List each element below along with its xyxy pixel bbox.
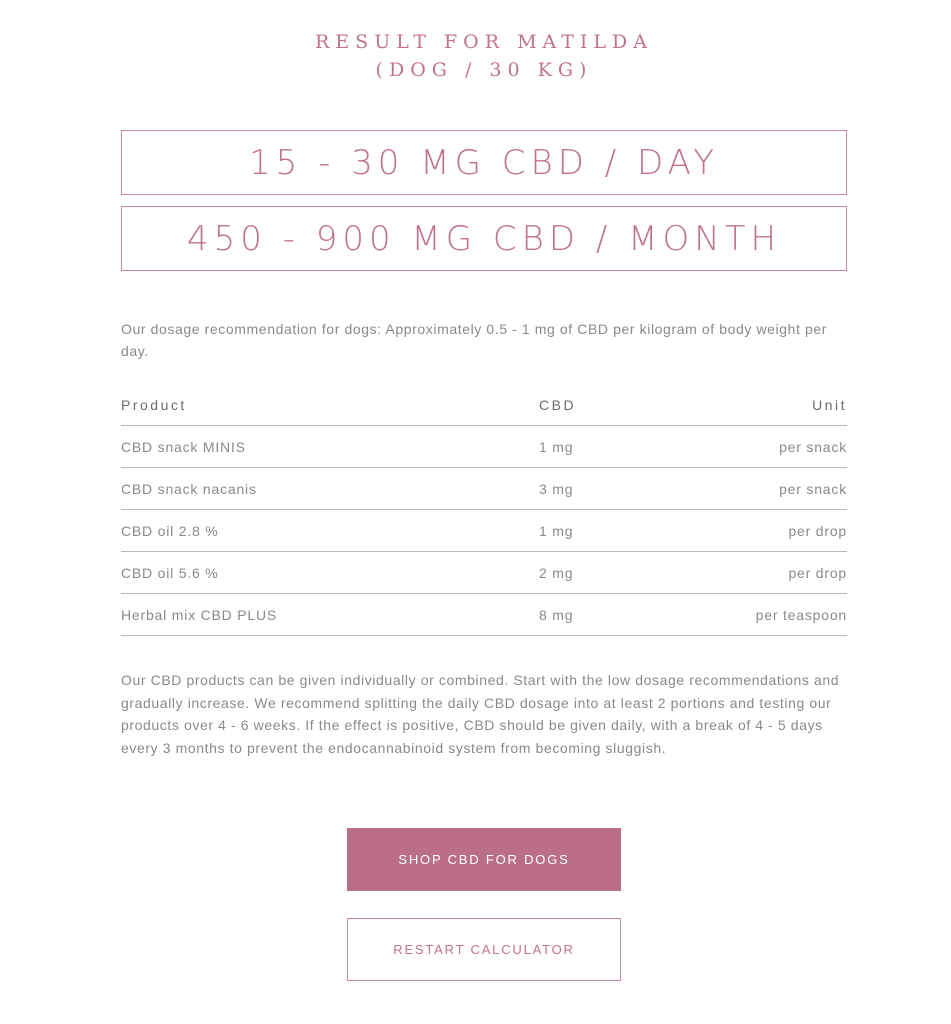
product-name: CBD oil 5.6 % [121,552,501,594]
result-title [121,28,847,84]
table-header-row [121,384,847,426]
usage-instructions-text: Our CBD products can be given individually or combined. Start with the low dosage recommendations and gradually increase. We recommend splitting the daily CBD dosage into at least 2 portions and testing our products over 4 - 6 weeks. If the effect is positive, CBD should be given daily, with a break of 4 - 5 days every 3 months to prevent the endocannabinoid system from becoming sluggish. [121,672,840,756]
product-cbd: 3 mg [501,468,689,510]
dosage-recommendation-text: Our dosage recommendation for dogs: Approximately 0.5 - 1 mg of CBD per kilogram of body weight per day. [121,321,828,359]
column-header-product: Product [121,384,501,426]
table-row [121,426,847,468]
product-cbd: 1 mg [501,426,689,468]
table-row [121,510,847,552]
product-cbd: 1 mg [501,510,689,552]
result-title-name: RESULT FOR MATILDA [315,31,653,53]
result-title-animal: (DOG / 30 KG) [375,59,593,81]
product-name: CBD snack MINIS [121,426,501,468]
product-dosage-table [121,384,847,636]
product-unit: per snack [689,426,847,468]
daily-dosage-value: 15 - 30 MG CBD / DAY [249,142,719,183]
product-unit: per drop [689,510,847,552]
product-cbd: 8 mg [501,594,689,636]
product-name: CBD oil 2.8 % [121,510,501,552]
monthly-dosage-box [121,206,847,271]
daily-dosage-box [121,130,847,195]
column-header-cbd: CBD [501,384,689,426]
product-name: Herbal mix CBD PLUS [121,594,501,636]
restart-calculator-button[interactable]: RESTART CALCULATOR [347,918,621,981]
monthly-dosage-value: 450 - 900 MG CBD / MONTH [186,218,782,259]
product-cbd: 2 mg [501,552,689,594]
shop-cbd-for-dogs-button[interactable]: SHOP CBD FOR DOGS [347,828,621,891]
table-row [121,594,847,636]
table-row [121,468,847,510]
product-unit: per snack [689,468,847,510]
product-unit: per teaspoon [689,594,847,636]
table-row [121,552,847,594]
product-unit: per drop [689,552,847,594]
column-header-unit: Unit [689,384,847,426]
product-name: CBD snack nacanis [121,468,501,510]
